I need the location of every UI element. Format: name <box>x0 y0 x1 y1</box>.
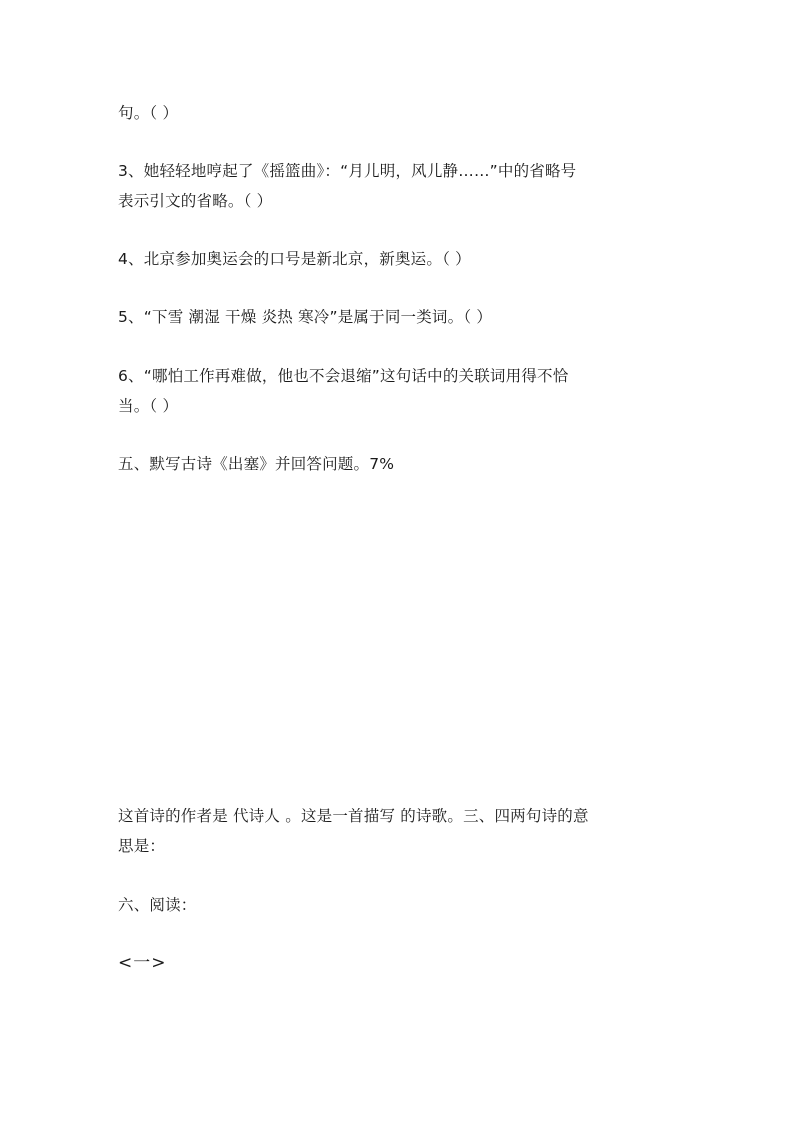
question-4: 4、北京参加奥运会的口号是新北京，新奥运。（ ） <box>118 250 471 268</box>
text-line: 句。（ ） <box>118 104 179 122</box>
question-3-line-1: 3、她轻轻地哼起了《摇篮曲》：“月儿明，风儿静……”中的省略号 <box>118 162 577 180</box>
question-6-line-1: 6、“哪怕工作再难做，他也不会退缩”这句话中的关联词用得不恰 <box>118 367 569 385</box>
poem-question-line-2: 思是： <box>118 837 166 855</box>
question-6-line-2: 当。（ ） <box>118 397 179 415</box>
section-5-heading: 五、默写古诗《出塞》并回答问题。7% <box>118 455 395 473</box>
question-3-line-2: 表示引文的省略。（ ） <box>118 192 273 210</box>
section-6-heading: 六、阅读： <box>118 896 197 914</box>
question-5: 5、“下雪 潮湿 干燥 炎热 寒冷”是属于同一类词。（ ） <box>118 308 493 326</box>
reading-part-label: <一> <box>118 953 167 973</box>
poem-question-line-1: 这首诗的作者是 代诗人 。这是一首描写 的诗歌。三、四两句诗的意 <box>118 807 589 825</box>
